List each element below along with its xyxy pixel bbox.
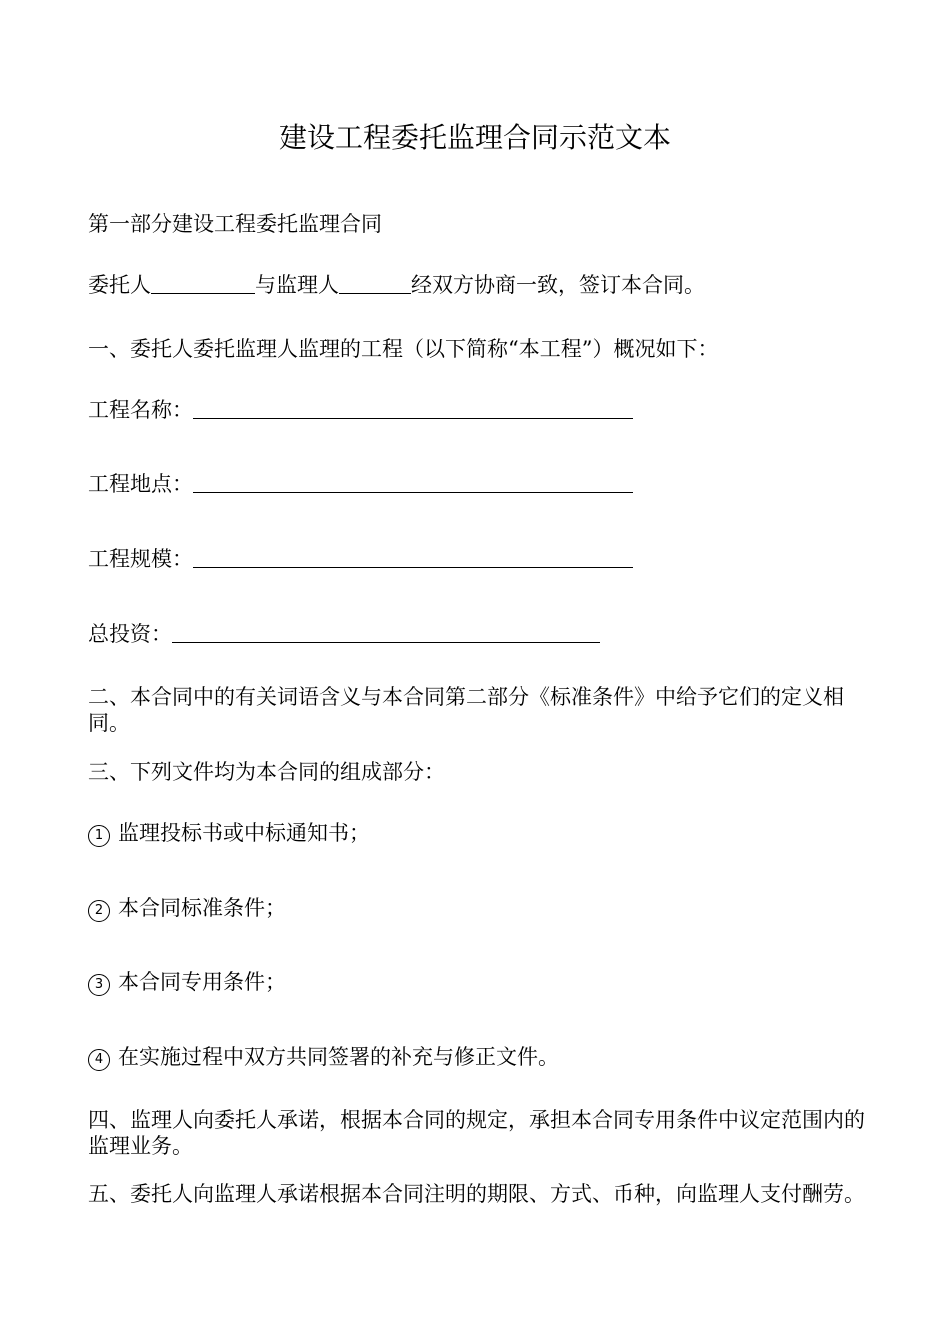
- client-label: 委托人: [88, 273, 151, 297]
- field-project-location: [88, 470, 878, 498]
- list-item-text: 本合同专用条件；: [118, 970, 286, 994]
- document-title: 建设工程委托监理合同示范文本: [278, 121, 671, 154]
- field-label: 工程名称：: [88, 398, 193, 422]
- list-item-text: 在实施过程中双方共同签署的补充与修正文件。: [118, 1045, 559, 1069]
- field-label: 工程地点：: [88, 472, 193, 496]
- circled-number-icon: 3: [88, 974, 110, 996]
- circled-number-icon: 4: [88, 1049, 110, 1071]
- field-total-investment: [88, 620, 878, 648]
- supervisor-label: 与监理人: [255, 273, 339, 297]
- field-label: 工程规模：: [88, 547, 193, 571]
- field-blank[interactable]: [193, 398, 633, 419]
- agreement-text: 经双方协商一致，签订本合同。: [411, 273, 705, 297]
- clause-5: 五、委托人向监理人承诺根据本合同注明的期限、方式、币种，向监理人支付酬劳。: [88, 1182, 865, 1206]
- list-item: [88, 968, 878, 996]
- circled-number-icon: 2: [88, 900, 110, 922]
- clause-3: 三、下列文件均为本合同的组成部分：: [88, 760, 445, 784]
- field-blank[interactable]: [193, 547, 633, 568]
- list-item: [88, 1043, 878, 1071]
- list-item: [88, 819, 878, 847]
- list-item-text: 监理投标书或中标通知书；: [118, 821, 370, 845]
- list-item: [88, 894, 878, 922]
- client-blank[interactable]: [151, 273, 255, 294]
- list-item-text: 本合同标准条件；: [118, 896, 286, 920]
- field-project-name: [88, 396, 878, 424]
- clause-2: 二、本合同中的有关词语含义与本合同第二部分《标准条件》中给予它们的定义相同。: [88, 685, 844, 735]
- circled-number-icon: 1: [88, 825, 110, 847]
- supervisor-blank[interactable]: [339, 273, 411, 294]
- field-blank[interactable]: [172, 622, 600, 643]
- field-blank[interactable]: [193, 472, 633, 493]
- clause-4: 四、监理人向委托人承诺，根据本合同的规定，承担本合同专用条件中议定范围内的监理业务。: [88, 1108, 865, 1158]
- section-heading: 第一部分建设工程委托监理合同: [88, 212, 382, 236]
- field-label: 总投资：: [88, 622, 172, 646]
- field-project-scale: [88, 545, 878, 573]
- parties-line: [88, 271, 878, 299]
- clause-1: 一、委托人委托监理人监理的工程（以下简称“本工程”）概况如下：: [88, 337, 719, 361]
